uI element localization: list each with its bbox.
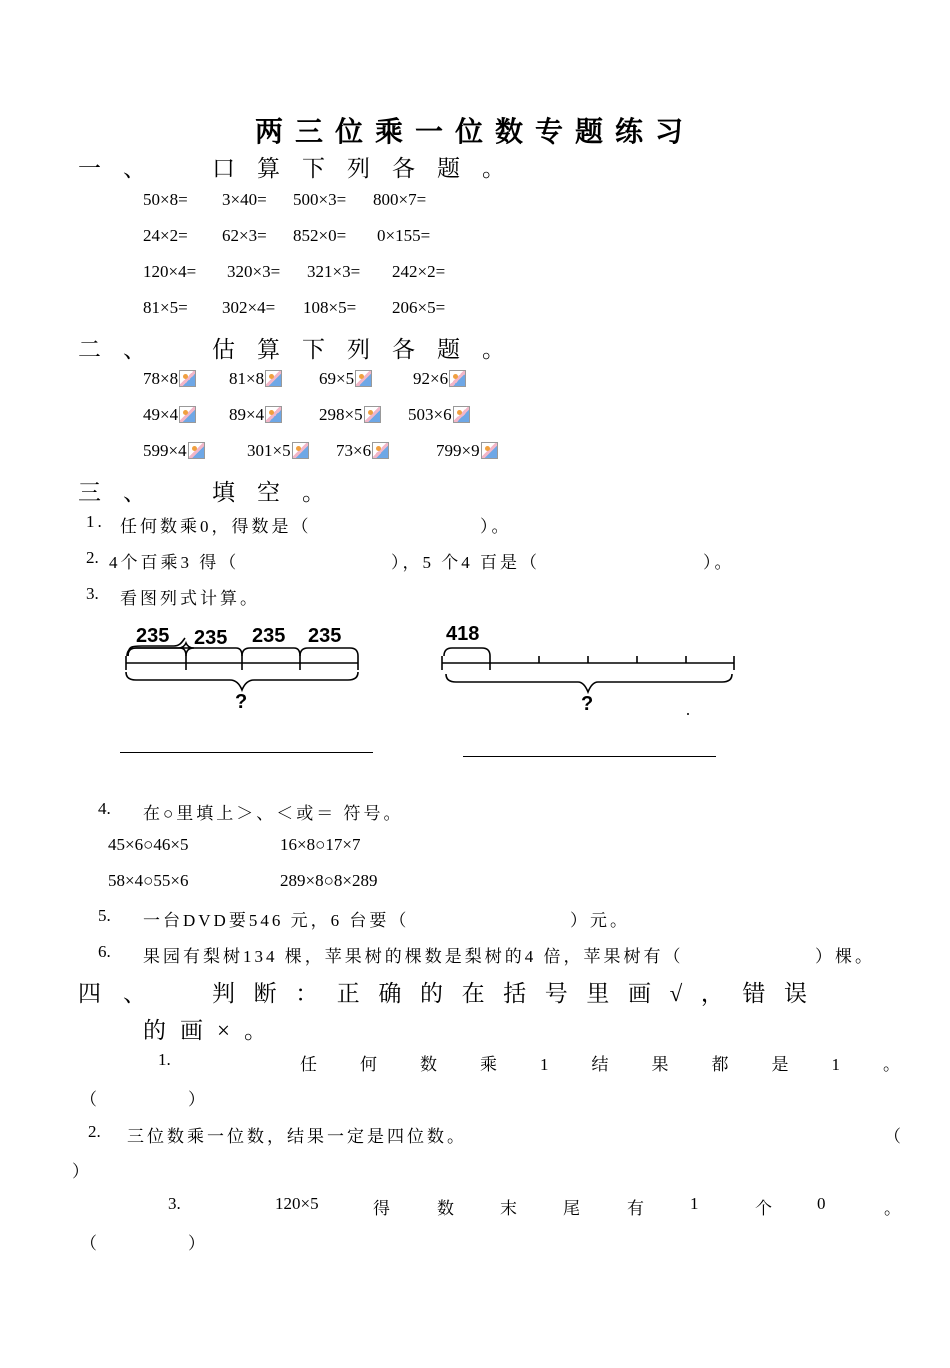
right-label: 418	[446, 623, 480, 645]
estimate-item: 599×4	[143, 441, 187, 460]
broken-image-icon	[179, 370, 196, 387]
estimate-item: 298×5	[319, 405, 363, 424]
section3-heading: 填空。	[212, 480, 347, 505]
diagram-right	[438, 618, 743, 718]
estimate-item: 78×8	[143, 369, 179, 388]
answer-line-left[interactable]	[120, 752, 373, 753]
oral-item: 320×3=	[227, 262, 281, 281]
broken-image-icon	[355, 370, 372, 387]
estimate-item: 503×6	[408, 405, 452, 424]
judge-q3-token: 120×5	[275, 1194, 319, 1213]
judge-q1-text: 任何数乘1结果都是1。	[300, 1055, 943, 1074]
q2-text-a: 4个百乘3 得（	[109, 553, 240, 572]
broken-image-icon	[188, 442, 205, 459]
q4-text: 在○里填上＞、＜或＝ 符号。	[143, 804, 404, 823]
oral-item: 852×0=	[293, 226, 347, 245]
q4-number: 4.	[98, 799, 111, 818]
q2-text-b: ），5 个4 百是（	[391, 553, 540, 572]
judge-q1-paren-open[interactable]: （	[80, 1090, 97, 1109]
section4-heading-line2: 的画×。	[143, 1018, 281, 1043]
q5-text-b: ）元。	[570, 911, 630, 930]
broken-image-icon	[265, 406, 282, 423]
q3-text: 看图列式计算。	[120, 589, 260, 608]
section2-number: 二、	[78, 337, 168, 362]
q6-text-a: 果园有梨树134 棵，苹果树的棵数是梨树的4 倍，苹果树有（	[143, 947, 684, 966]
q2-number: 2.	[86, 548, 99, 567]
oral-item: 800×7=	[373, 190, 427, 209]
answer-line-right[interactable]	[463, 756, 716, 757]
q2-text-c: ）。	[703, 553, 735, 572]
judge-q3-token: 0	[817, 1194, 826, 1213]
estimate-item: 73×6	[336, 441, 372, 460]
oral-item: 500×3=	[293, 190, 347, 209]
broken-image-icon	[364, 406, 381, 423]
oral-item: 120×4=	[143, 262, 197, 281]
oral-item: 321×3=	[307, 262, 361, 281]
estimate-item: 49×4	[143, 405, 179, 424]
left-label-1: 235	[136, 625, 170, 647]
section3-number: 三、	[78, 480, 168, 505]
q3-number: 3.	[86, 584, 99, 603]
q5-text-a: 一台DVD要546 元，6 台要（	[143, 911, 410, 930]
oral-item: 50×8=	[143, 190, 188, 209]
compare-item: 58×4○55×6	[108, 871, 189, 890]
left-label-4: 235	[308, 625, 342, 647]
broken-image-icon	[449, 370, 466, 387]
estimate-item: 69×5	[319, 369, 355, 388]
oral-item: 206×5=	[392, 298, 446, 317]
oral-item: 302×4=	[222, 298, 276, 317]
judge-q2-paren-close[interactable]: ）	[72, 1162, 89, 1181]
broken-image-icon	[453, 406, 470, 423]
judge-q3-token: 个	[755, 1199, 772, 1218]
left-label-2: 235	[194, 627, 228, 649]
estimate-item: 301×5	[247, 441, 291, 460]
section4-heading-line1: 判断：正确的在括号里画√，错误	[212, 981, 826, 1006]
q6-number: 6.	[98, 942, 111, 961]
judge-q3-paren-close[interactable]: ）	[188, 1234, 205, 1253]
estimate-item: 799×9	[436, 441, 480, 460]
judge-q3-token: 得	[373, 1199, 390, 1218]
judge-q1-paren-close[interactable]: ）	[188, 1090, 205, 1109]
section2-heading: 估算下列各题。	[212, 337, 527, 362]
section1-heading: 口算下列各题。	[212, 156, 527, 181]
judge-q2-number: 2.	[88, 1122, 101, 1141]
q5-number: 5.	[98, 906, 111, 925]
right-question: ?	[581, 693, 594, 715]
judge-q3-token: 1	[690, 1194, 699, 1213]
q1-close: ）。	[480, 517, 512, 536]
diagram-left	[118, 618, 368, 718]
oral-item: 62×3=	[222, 226, 267, 245]
compare-item: 45×6○46×5	[108, 835, 189, 854]
judge-q3-paren-open[interactable]: （	[80, 1234, 97, 1253]
broken-image-icon	[372, 442, 389, 459]
oral-item: 81×5=	[143, 298, 188, 317]
page-title: 两三位乘一位数专题练习	[254, 117, 695, 148]
oral-item: 242×2=	[392, 262, 446, 281]
judge-q2-paren-open[interactable]: （	[884, 1127, 901, 1146]
judge-q3-token: 数	[437, 1199, 454, 1218]
oral-item: 108×5=	[303, 298, 357, 317]
compare-item: 289×8○8×289	[280, 871, 378, 890]
judge-q1-number: 1.	[158, 1050, 171, 1069]
oral-item: 24×2=	[143, 226, 188, 245]
judge-q2-text: 三位数乘一位数，结果一定是四位数。	[127, 1127, 467, 1146]
broken-image-icon	[292, 442, 309, 459]
estimate-item: 92×6	[413, 369, 449, 388]
broken-image-icon	[481, 442, 498, 459]
judge-q3-token: 有	[627, 1199, 644, 1218]
judge-q3-token: 。	[884, 1199, 901, 1218]
q6-text-b: ）棵。	[815, 947, 875, 966]
estimate-item: 89×4	[229, 405, 265, 424]
broken-image-icon	[265, 370, 282, 387]
estimate-item: 81×8	[229, 369, 265, 388]
section4-number: 四、	[78, 981, 168, 1006]
judge-q3-token: 末	[500, 1199, 517, 1218]
judge-q3-number: 3.	[168, 1194, 181, 1213]
compare-item: 16×8○17×7	[280, 835, 361, 854]
broken-image-icon	[179, 406, 196, 423]
judge-q3-token: 尾	[563, 1199, 580, 1218]
q1-text: 任何数乘0，得数是（	[120, 517, 312, 536]
oral-item: 3×40=	[222, 190, 267, 209]
section1-number: 一、	[78, 156, 168, 181]
left-question: ?	[235, 691, 248, 713]
q1-number: 1.	[86, 512, 105, 531]
left-label-3: 235	[252, 625, 286, 647]
oral-item: 0×155=	[377, 226, 431, 245]
